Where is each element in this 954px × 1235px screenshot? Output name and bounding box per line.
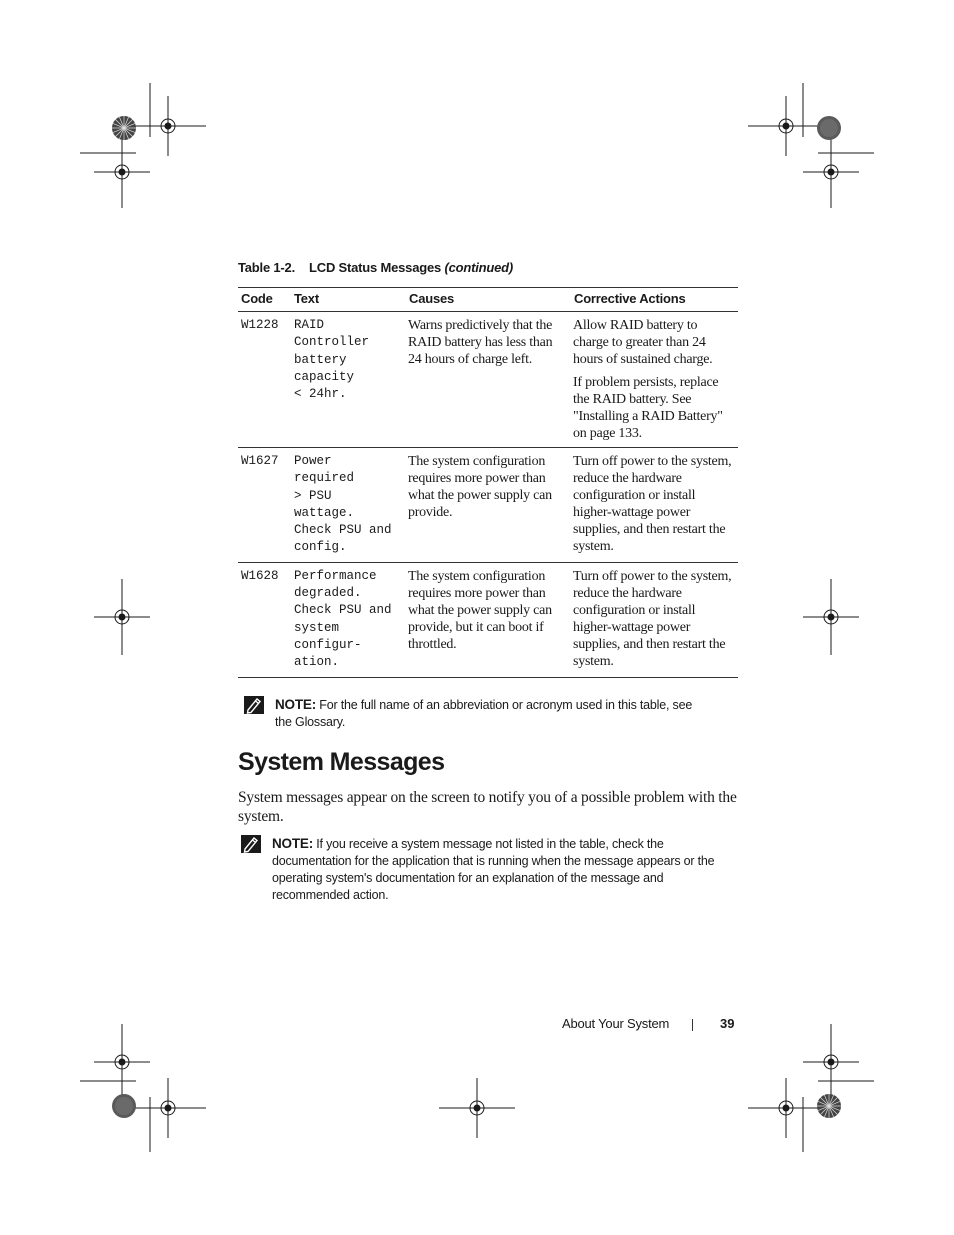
cell-causes: Warns predictively that the RAID battery has less than 24 hours of charge left. [406,312,571,448]
table-caption-number: Table 1-2. [238,260,296,275]
action-paragraph: Turn off power to the system, reduce the hardware configuration or install higher-wattage power supplies, and then restart the system. [573,568,732,669]
table-row [238,562,738,677]
table-caption-title: LCD Status Messages [309,260,442,275]
note-text: If you receive a system message not listed in the table, check the documentation for the application that is running when the message appears or the operating system's documentation for an explanation of the message and recommended action. [272,837,715,902]
cell-text: RAID Controller battery capacity < 24hr. [291,312,406,448]
cell-causes: The system configuration requires more power than what the power supply can provide. [406,448,571,563]
footer-chapter-title: About Your System [562,1016,670,1031]
page-number: 39 [720,1016,735,1031]
note-label: NOTE: [275,697,316,712]
table-row [238,312,738,448]
header-causes: Causes [406,288,571,312]
note-system-messages [272,835,738,904]
footer-separator [692,1019,693,1031]
section-body: System messages appear on the screen to notify you of a possible problem with the system. [238,789,737,825]
action-paragraph: If problem persists, replace the RAID battery. See "Installing a RAID Battery" on page 133. [573,375,723,441]
header-code: Code [238,288,291,312]
cell-causes: The system configuration requires more power than what the power supply can provide, but it can boot if throttled. [406,562,571,677]
table-caption-suffix: (continued) [444,260,514,275]
cell-text: Power required > PSU wattage. Check PSU and config. [291,448,406,563]
note-table-glossary [275,696,705,731]
note-label: NOTE: [272,836,313,851]
cell-text: Performance degraded. Check PSU and system configur- ation. [291,562,406,677]
header-text: Text [291,288,406,312]
pencil-note-icon [241,835,261,853]
note-text: For the full name of an abbreviation or acronym used in this table, see the Glossary. [275,698,693,729]
cell-code: W1628 [238,562,291,677]
cell-actions [571,448,738,563]
table-header-row [238,288,738,312]
cell-code: W1627 [238,448,291,563]
action-paragraph: Turn off power to the system, reduce the hardware configuration or install higher-wattage power supplies, and then restart the system. [573,454,732,554]
header-corrective-actions: Corrective Actions [571,288,738,312]
cell-actions [571,312,738,448]
cell-actions [571,562,738,677]
section-title: System Messages [238,748,445,776]
table-caption [238,260,513,275]
pencil-note-icon [244,696,264,714]
lcd-status-table [238,287,738,678]
action-paragraph: Allow RAID battery to charge to greater than 24 hours of sustained charge. [573,318,713,367]
cell-code: W1228 [238,312,291,448]
table-row [238,448,738,563]
